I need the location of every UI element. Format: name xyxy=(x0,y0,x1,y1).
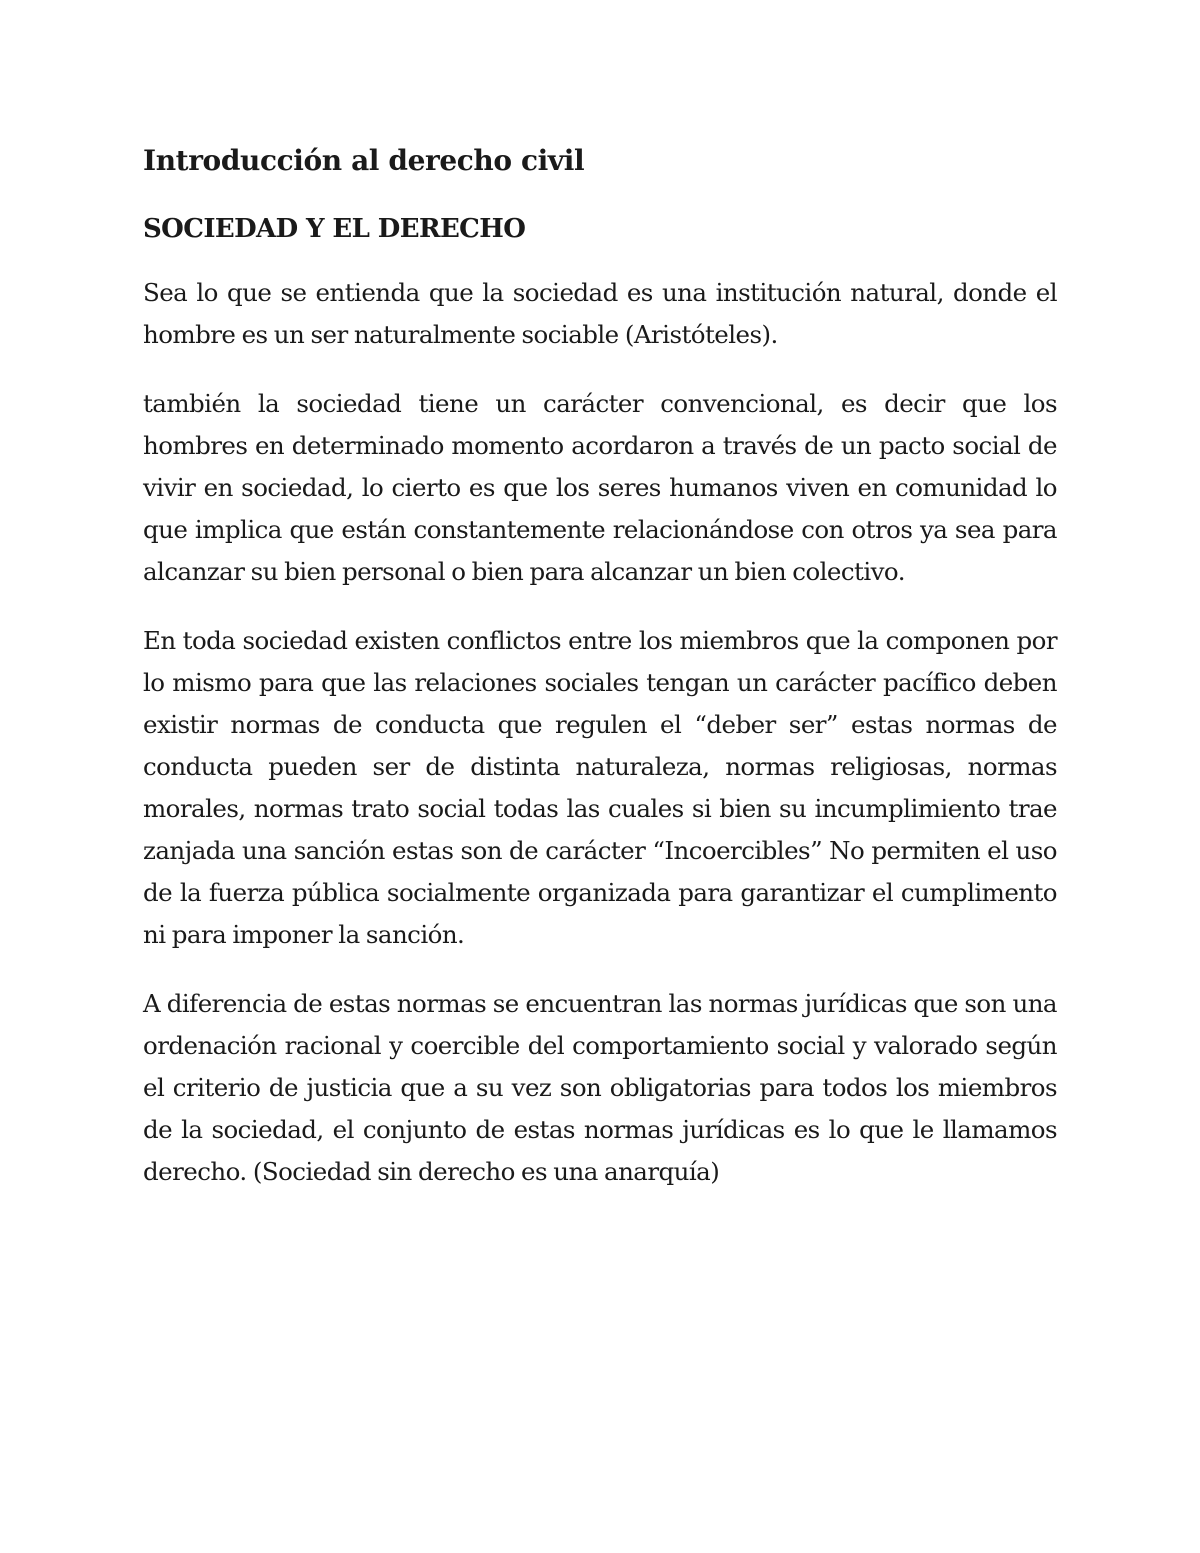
paragraph-1: Sea lo que se entienda que la sociedad es una institución natural, donde el hombre es un ser naturalmente sociable (Aristóteles). xyxy=(143,278,1057,349)
document-page xyxy=(143,138,1057,1220)
document-title: Introducción al derecho civil xyxy=(143,144,585,177)
paragraph-4: A diferencia de estas normas se encuentran las normas jurídicas que son una ordenación racional y coercible del comportamiento social y valorado según el criterio de justicia que a su vez son obligatorias para todos los miembros de la sociedad, el conjunto de estas normas jurídicas es lo que le llamamos derecho. (Sociedad sin derecho es una anarquía) xyxy=(143,989,1057,1186)
paragraph-2: también la sociedad tiene un carácter convencional, es decir que los hombres en determinado momento acordaron a través de un pacto social de vivir en sociedad, lo cierto es que los seres humanos viven en comunidad lo que implica que están constantemente relacionándose con otros ya sea para alcanzar su bien personal o bien para alcanzar un bien colectivo. xyxy=(143,389,1057,586)
paragraph-3: En toda sociedad existen conflictos entre los miembros que la componen por lo mismo para que las relaciones sociales tengan un carácter pacífico deben existir normas de conducta que regulen el “deber ser” estas normas de conducta pueden ser de distinta naturaleza, normas religiosas, normas morales, normas trato social todas las cuales si bien su incumplimiento trae zanjada una sanción estas son de carácter “Incoercibles” No permiten el uso de la fuerza pública socialmente organizada para garantizar el cumplimento ni para imponer la sanción. xyxy=(143,626,1057,949)
section-heading: SOCIEDAD Y EL DERECHO xyxy=(143,214,526,244)
